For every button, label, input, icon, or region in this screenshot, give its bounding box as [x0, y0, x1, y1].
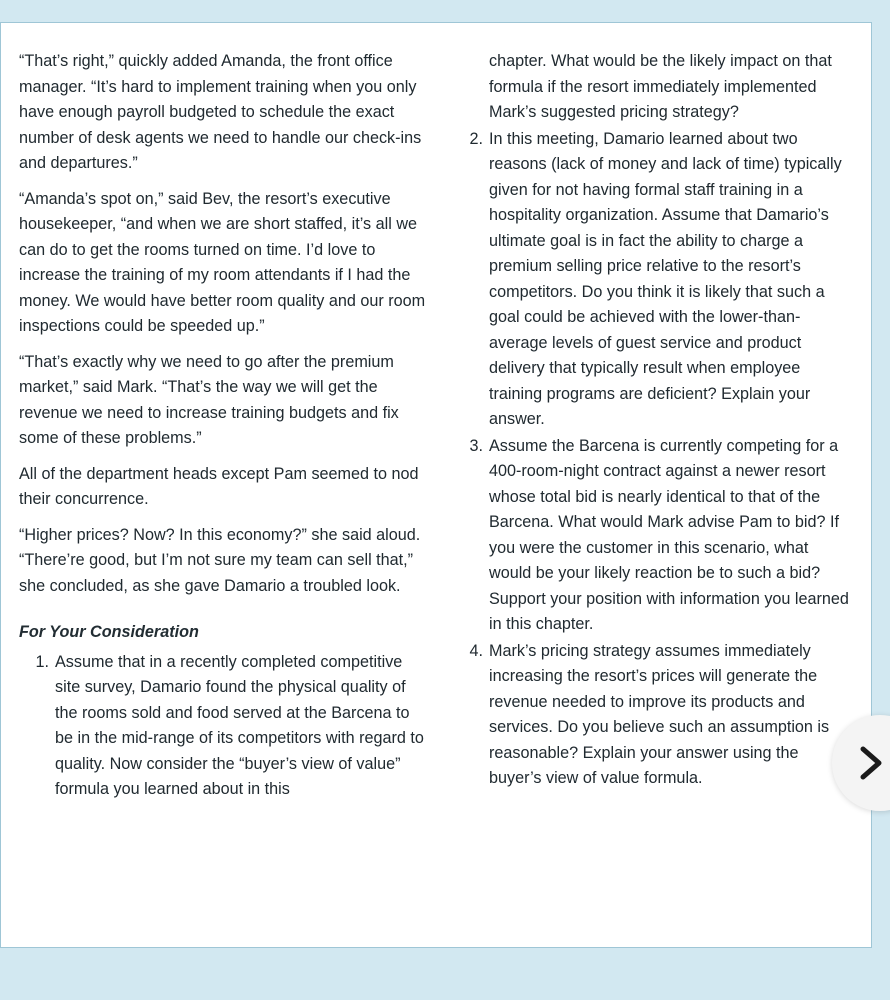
question-2: [457, 127, 849, 433]
paragraph-bev: “Amanda’s spot on,” said Bev, the resort’s executive housekeeper, “and when we are short staffed, it’s all we can do to get the rooms turned on time. I’d love to increase the training of my room attendants if I had the money. We would have better room quality and our room inspections could be speeded up.”: [19, 189, 426, 335]
chevron-right-icon: [854, 745, 890, 781]
paragraph-amanda: “That’s right,” quickly added Amanda, the front office manager. “It’s hard to implement training when you only have enough payroll budgeted to schedule the exact number of desk agents we need to handle our check-ins and departures.”: [19, 52, 422, 172]
question-3: [457, 434, 849, 638]
section-heading: For Your Consideration: [19, 623, 199, 641]
question-text: In this meeting, Damario learned about two reasons (lack of money and lack of time) typically given for not having formal staff training in a hospitality organization. Assume that Damario’s ultimate goal is in fact the ability to charge a premium selling price relative to the resort’s competitors. Do you think it is likely that such a goal could be achieved with the lower-than-average levels of guest service and product delivery that typically result when employee training programs are deficient? Explain your answer.: [489, 129, 842, 428]
question-number: 3.: [469, 436, 483, 455]
left-column: [19, 49, 429, 804]
question-4: [457, 639, 849, 792]
question-1-continued: chapter. What would be the likely impact on that formula if the resort immediately implemented Mark’s suggested pricing strategy?: [489, 52, 832, 121]
question-text: Assume that in a recently completed competitive site survey, Damario found the physical quality of the rooms sold and food served at the Barcena to be in the mid-range of its competitors with regard to quality. Now consider the “buyer’s view of value” formula you learned about in this: [55, 652, 424, 798]
question-number: 1.: [35, 652, 49, 671]
paragraph-mark: “That’s exactly why we need to go after the premium market,” said Mark. “That’s the way we will get the revenue we need to increase training budgets and fix some of these problems.”: [19, 352, 399, 447]
question-number: 4.: [469, 641, 483, 660]
paragraph-pam: “Higher prices? Now? In this economy?” she said aloud. “There’re good, but I’m not sure my team can sell that,” she concluded, as she gave Damario a troubled look.: [19, 525, 421, 595]
question-1: [23, 650, 429, 803]
document-page: [0, 22, 872, 948]
question-text: Assume the Barcena is currently competing for a 400-room-night contract against a newer resort whose total bid is nearly identical to that of the Barcena. What would Mark advise Pam to bid? If you were the customer in this scenario, what would be your likely reaction be to such a bid? Support your position with information you learned in this chapter.: [489, 436, 849, 633]
paragraph-department-heads: All of the department heads except Pam seemed to nod their concurrence.: [19, 464, 419, 508]
right-column: [457, 49, 849, 793]
question-text: Mark’s pricing strategy assumes immediately increasing the resort’s prices will generate the revenue needed to improve its products and services. Do you believe such an assumption is reasonable? Explain your answer using the buyer’s view of value formula.: [489, 641, 830, 787]
question-number: 2.: [469, 129, 483, 148]
